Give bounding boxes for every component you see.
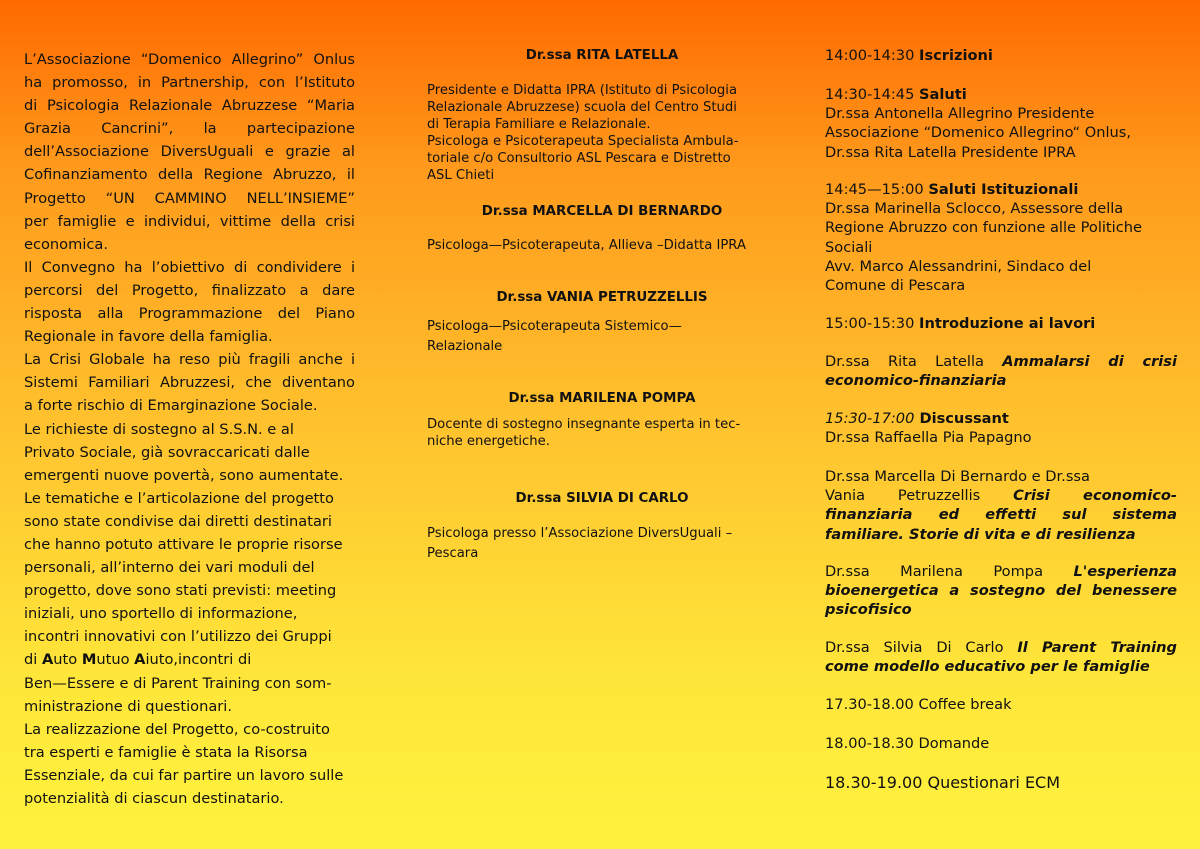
intro-line: Le tematiche e l’articolazione del progetto: [24, 489, 334, 507]
intro-line: dell’Associazione DiversUguali e grazie al: [24, 143, 355, 161]
intro-line: iniziali, uno sportello di informazione,: [24, 605, 298, 623]
program-item: 15:00-15:30 Introduzione ai lavori: [825, 315, 1096, 332]
program-item: Dr.ssa Marilena Pompa L'esperienza bioenergetica a sostegno del benessere psicofisico: [825, 563, 1177, 619]
speaker-name: Dr.ssa SILVIA DI CARLO: [515, 491, 689, 506]
intro-line: emergenti nuove povertà, sono aumentate.: [24, 466, 344, 484]
intro-line: Ben—Essere e di Parent Training con som-: [24, 674, 332, 692]
speaker-desc: Psicologa—Psicoterapeuta Sistemico— Relazionale: [427, 319, 682, 354]
intro-line: per famiglie e individui, vittime della crisi: [24, 212, 355, 230]
intro-line: ministrazione di questionari.: [24, 697, 232, 715]
intro-line: progetto, dove sono stati previsti: meeting: [24, 582, 337, 600]
intro-line: Le richieste di sostegno al S.S.N. e al: [24, 420, 294, 438]
intro-line: economica.: [24, 235, 108, 253]
intro-line: personali, all’interno dei vari moduli del: [24, 559, 315, 577]
intro-line: Il Convegno ha l’obiettivo di condividere i: [24, 258, 355, 276]
intro-line: Sistemi Familiari Abruzzesi, che diventano: [24, 374, 355, 392]
intro-line: incontri innovativi con l’utilizzo dei Gruppi: [24, 628, 332, 646]
speaker-desc: Psicologa—Psicoterapeuta, Allieva –Didatta IPRA: [427, 238, 746, 253]
intro-line: a forte rischio di Emarginazione Sociale.: [24, 397, 318, 415]
program-item: 17.30-18.00 Coffee break: [825, 696, 1012, 713]
intro-line: Grazia Cancrini”, la partecipazione: [24, 120, 355, 138]
intro-line: ha promosso, in Partnership, con l’Istituto: [24, 74, 355, 92]
speaker-desc: Psicologa presso l’Associazione DiversUguali – Pescara: [427, 526, 733, 561]
intro-line: di Psicologia Relazionale Abruzzese “Maria: [24, 97, 355, 115]
speaker-name: Dr.ssa MARILENA POMPA: [508, 391, 696, 406]
program-item: Dr.ssa Marcella Di Bernardo e Dr.ssa Vania Petruzzellis Crisi economico- finanziaria ed effetti sul sistema familiare. Storie di vita e di resilienza: [825, 468, 1177, 543]
intro-line: Progetto “UN CAMMINO NELL’INSIEME”: [24, 189, 355, 207]
speaker-name: Dr.ssa VANIA PETRUZZELLIS: [496, 290, 708, 305]
program-item: Dr.ssa Rita Latella Ammalarsi di crisi economico-finanziaria: [825, 353, 1177, 390]
intro-line: La Crisi Globale ha reso più fragili anche i: [24, 351, 355, 369]
program-item: Dr.ssa Silvia Di Carlo Il Parent Training come modello educativo per le famiglie: [825, 639, 1177, 676]
intro-line: che hanno potuto attivare le proprie risorse: [24, 535, 343, 553]
intro-line: di Auto Mutuo Aiuto,incontri di: [24, 651, 252, 669]
program-item: 14:45—15:00 Saluti Istituzionali Dr.ssa Marinella Sclocco, Assessore della Regione Abruzzo con funzione alle Politiche Sociali Avv. Marco Alessandrini, Sindaco del Comune di Pescara: [825, 181, 1142, 295]
program-item: 18.30-19.00 Questionari ECM: [825, 773, 1061, 792]
speaker-desc: Presidente e Didatta IPRA (Istituto di Psicologia Relazionale Abruzzese) scuola del Centro Studi di Terapia Familiare e Relazionale. Psicologa e Psicoterapeuta Specialista Ambula- toriale c/o Consultorio ASL Pescara e Distretto ASL Chieti: [427, 83, 739, 183]
intro-line: potenzialità di ciascun destinatario.: [24, 790, 284, 807]
program-item: 14:00-14:30 Iscrizioni: [825, 47, 993, 64]
intro-line: Cofinanziamento della Regione Abruzzo, il: [24, 166, 355, 184]
intro-column: [24, 48, 355, 810]
intro-line: Privato Sociale, già sovraccaricati dalle: [24, 443, 310, 461]
program-item: 15:30-17:00 Discussant Dr.ssa Raffaella Pia Papagno: [825, 410, 1032, 447]
intro-line: risposta alla Programmazione del Piano: [24, 305, 355, 323]
program-item: 14:30-14:45 Saluti Dr.ssa Antonella Allegrino Presidente Associazione “Domenico Allegrino“ Onlus, Dr.ssa Rita Latella Presidente IPRA: [825, 86, 1132, 161]
intro-line: Essenziale, da cui far partire un lavoro sulle: [24, 766, 344, 784]
program-item: 18.00-18.30 Domande: [825, 735, 990, 752]
speaker-name: Dr.ssa RITA LATELLA: [525, 48, 679, 63]
speaker-name: Dr.ssa MARCELLA DI BERNARDO: [481, 204, 723, 219]
intro-line: tra esperti e famiglie è stata la Risorsa: [24, 743, 308, 761]
speaker-desc: Docente di sostegno insegnante esperta in tec- niche energetiche.: [427, 417, 741, 449]
intro-line: percorsi del Progetto, finalizzato a dare: [24, 281, 355, 299]
intro-line: Regionale in favore della famiglia.: [24, 328, 273, 346]
intro-line: sono state condivise dai diretti destinatari: [24, 512, 332, 530]
intro-line: L’Associazione “Domenico Allegrino” Onlus: [24, 51, 355, 68]
intro-line: La realizzazione del Progetto, co-costruito: [24, 720, 330, 738]
